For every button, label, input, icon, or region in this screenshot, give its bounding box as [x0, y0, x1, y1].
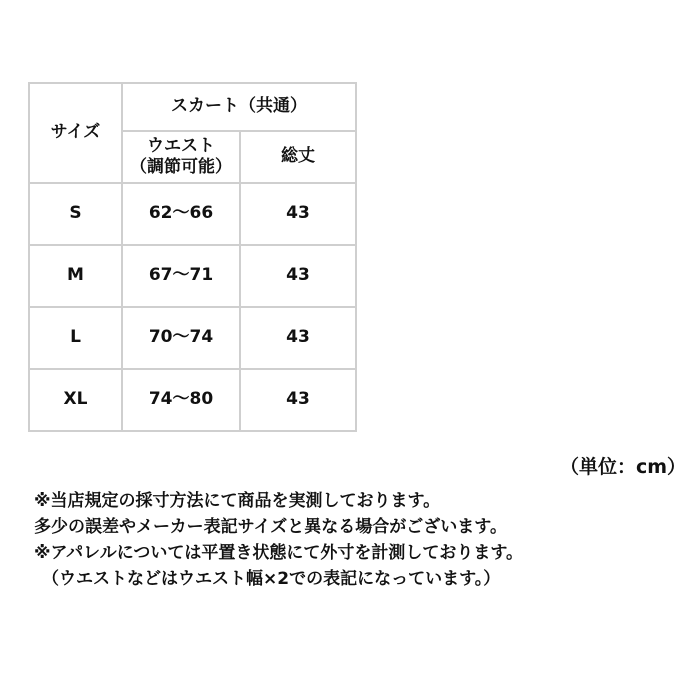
- size-cell: L: [29, 307, 122, 369]
- table-row: [29, 307, 356, 369]
- header-skirt-common: スカート（共通）: [122, 83, 356, 131]
- length-cell: 43: [240, 307, 356, 369]
- table-row: [29, 183, 356, 245]
- waist-cell: 70～74: [122, 307, 240, 369]
- header-length: 総丈: [240, 131, 356, 183]
- length-cell: 43: [240, 245, 356, 307]
- waist-cell: 67～71: [122, 245, 240, 307]
- note-line: ※当店規定の採寸方法にて商品を実測しております。: [34, 491, 441, 511]
- note-line: ※アパレルについては平置き状態にて外寸を計測しております。: [34, 543, 524, 563]
- size-cell: M: [29, 245, 122, 307]
- header-row-1: [29, 83, 356, 131]
- table-row: [29, 369, 356, 431]
- size-chart-table: [28, 82, 357, 432]
- waist-cell: 74～80: [122, 369, 240, 431]
- waist-cell: 62～66: [122, 183, 240, 245]
- note-line: （ウエストなどはウエスト幅×2での表記になっています。）: [42, 569, 501, 589]
- table-row: [29, 245, 356, 307]
- length-cell: 43: [240, 369, 356, 431]
- notes-list: [34, 488, 523, 592]
- header-waist: [122, 131, 240, 183]
- size-cell: S: [29, 183, 122, 245]
- header-waist-label: ウエスト: [147, 135, 215, 156]
- size-cell: XL: [29, 369, 122, 431]
- unit-note: （単位：cm）: [559, 456, 686, 478]
- length-cell: 43: [240, 183, 356, 245]
- header-size: サイズ: [29, 83, 122, 183]
- header-waist-adjustable: （調節可能）: [130, 157, 232, 177]
- note-line: 多少の誤差やメーカー表記サイズと異なる場合がございます。: [34, 517, 507, 537]
